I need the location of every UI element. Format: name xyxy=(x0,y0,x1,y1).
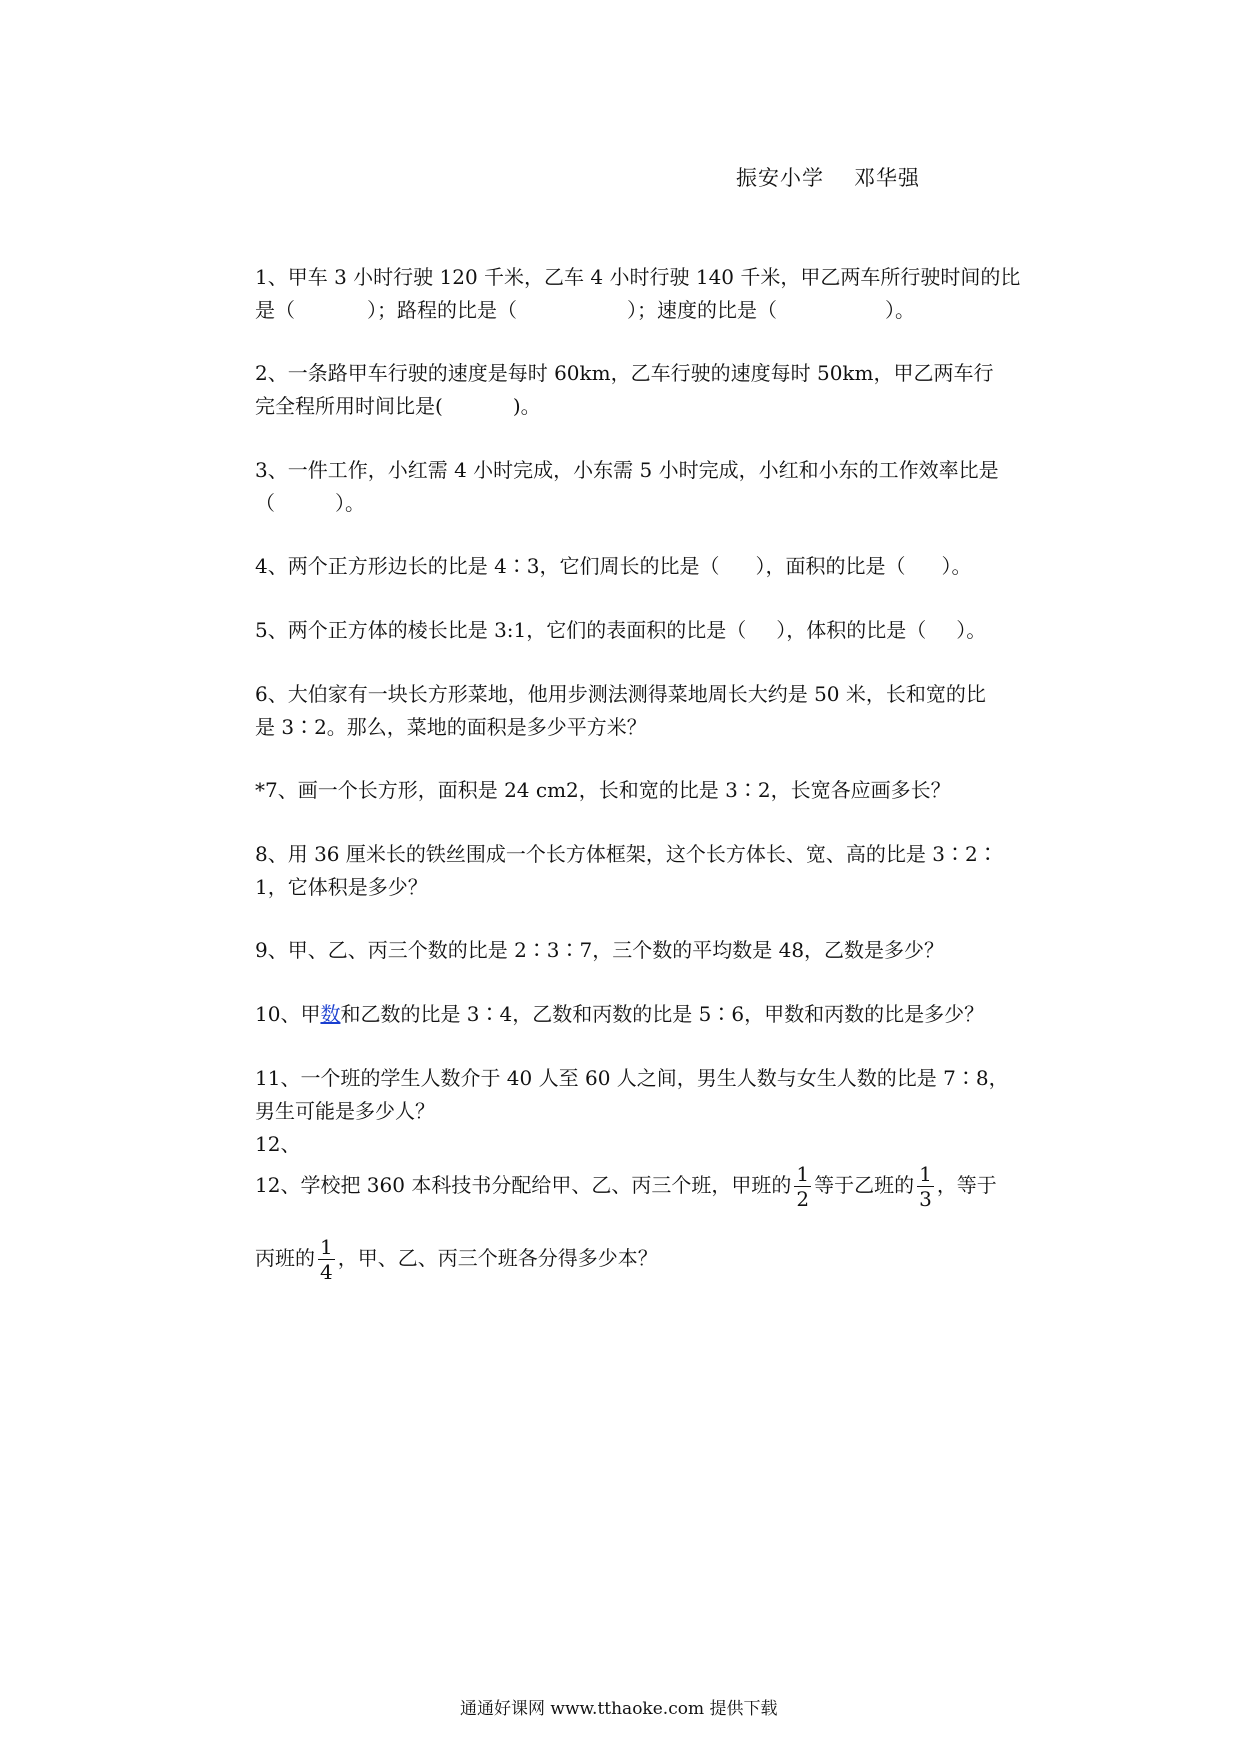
question-12 xyxy=(255,1162,1045,1284)
question-1-line-1: 1、甲车 3 小时行驶 120 千米，乙车 4 小时行驶 140 千米，甲乙两车所行驶时间的比 xyxy=(255,265,1021,289)
question-12-stray-label: 12、 xyxy=(255,1132,301,1156)
question-2-line-1: 2、一条路甲车行驶的速度是每时 60km，乙车行驶的速度每时 50km，甲乙两车行 xyxy=(255,361,994,385)
question-11-line-1: 11、一个班的学生人数介于 40 人至 60 人之间，男生人数与女生人数的比是 7∶8， xyxy=(255,1066,1009,1090)
question-11 xyxy=(255,1062,1045,1128)
question-3 xyxy=(255,454,1045,520)
page-footer: 通通好课网 www.tthaoke.com 提供下载 xyxy=(460,1699,778,1719)
fraction-one-half: $\frac{1}{2}$ xyxy=(796,1162,810,1211)
question-6-line-1: 6、大伯家有一块长方形菜地，他用步测法测得菜地周长大约是 50 米，长和宽的比 xyxy=(255,682,986,706)
author-line xyxy=(736,162,920,192)
question-2-line-2: 完全程所用时间比是( )。 xyxy=(255,394,541,418)
fraction-one-quarter: $\frac{1}{4}$ xyxy=(320,1235,333,1284)
question-4: 4、两个正方形边长的比是 4∶3，它们周长的比是（ ），面积的比是（ ）。 xyxy=(255,554,972,578)
author-name: 邓华强 xyxy=(854,166,920,190)
question-6-line-2: 是 3∶2。那么，菜地的面积是多少平方米？ xyxy=(255,715,647,739)
question-8-line-2: 1，它体积是多少？ xyxy=(255,875,428,899)
question-10: 10、甲数和乙数的比是 3∶4，乙数和丙数的比是 5∶6，甲数和丙数的比是多少？ xyxy=(255,1002,985,1026)
question-12-line-2: 丙班的 $\frac{1}{4}$ ，甲、乙、丙三个班各分得多少本？ xyxy=(255,1235,658,1284)
question-2 xyxy=(255,357,1045,423)
question-11-line-2: 男生可能是多少人？ xyxy=(255,1099,435,1123)
question-7: *7、画一个长方形，面积是 24 cm2，长和宽的比是 3∶2，长宽各应画多长？ xyxy=(255,778,951,802)
question-5: 5、两个正方体的棱长比是 3:1，它们的表面积的比是（ ），体积的比是（ ）。 xyxy=(255,618,987,642)
question-12-line-1: 12、学校把 360 本科技书分配给甲、乙、丙三个班，甲班的 $\frac{1}{2}$ 等于乙班的 $\frac{1}{3}$ ，等于 xyxy=(255,1162,997,1211)
question-3-line-2: （ ）。 xyxy=(255,491,365,515)
question-3-line-1: 3、一件工作，小红需 4 小时完成，小东需 5 小时完成，小红和小东的工作效率比是 xyxy=(255,458,999,482)
question-8-line-1: 8、用 36 厘米长的铁丝围成一个长方体框架，这个长方体长、宽、高的比是 3∶2∶ xyxy=(255,842,998,866)
question-6 xyxy=(255,678,1045,744)
question-9: 9、甲、乙、丙三个数的比是 2∶3∶7，三个数的平均数是 48，乙数是多少？ xyxy=(255,938,945,962)
hyperlink-shu[interactable]: 数 xyxy=(320,1002,341,1026)
question-8 xyxy=(255,838,1045,904)
school-name: 振安小学 xyxy=(736,166,824,190)
fraction-one-third: $\frac{1}{3}$ xyxy=(919,1162,932,1211)
question-1 xyxy=(255,261,1045,327)
question-1-line-2: 是（ ）；路程的比是（ ）；速度的比是（ ）。 xyxy=(255,298,915,322)
